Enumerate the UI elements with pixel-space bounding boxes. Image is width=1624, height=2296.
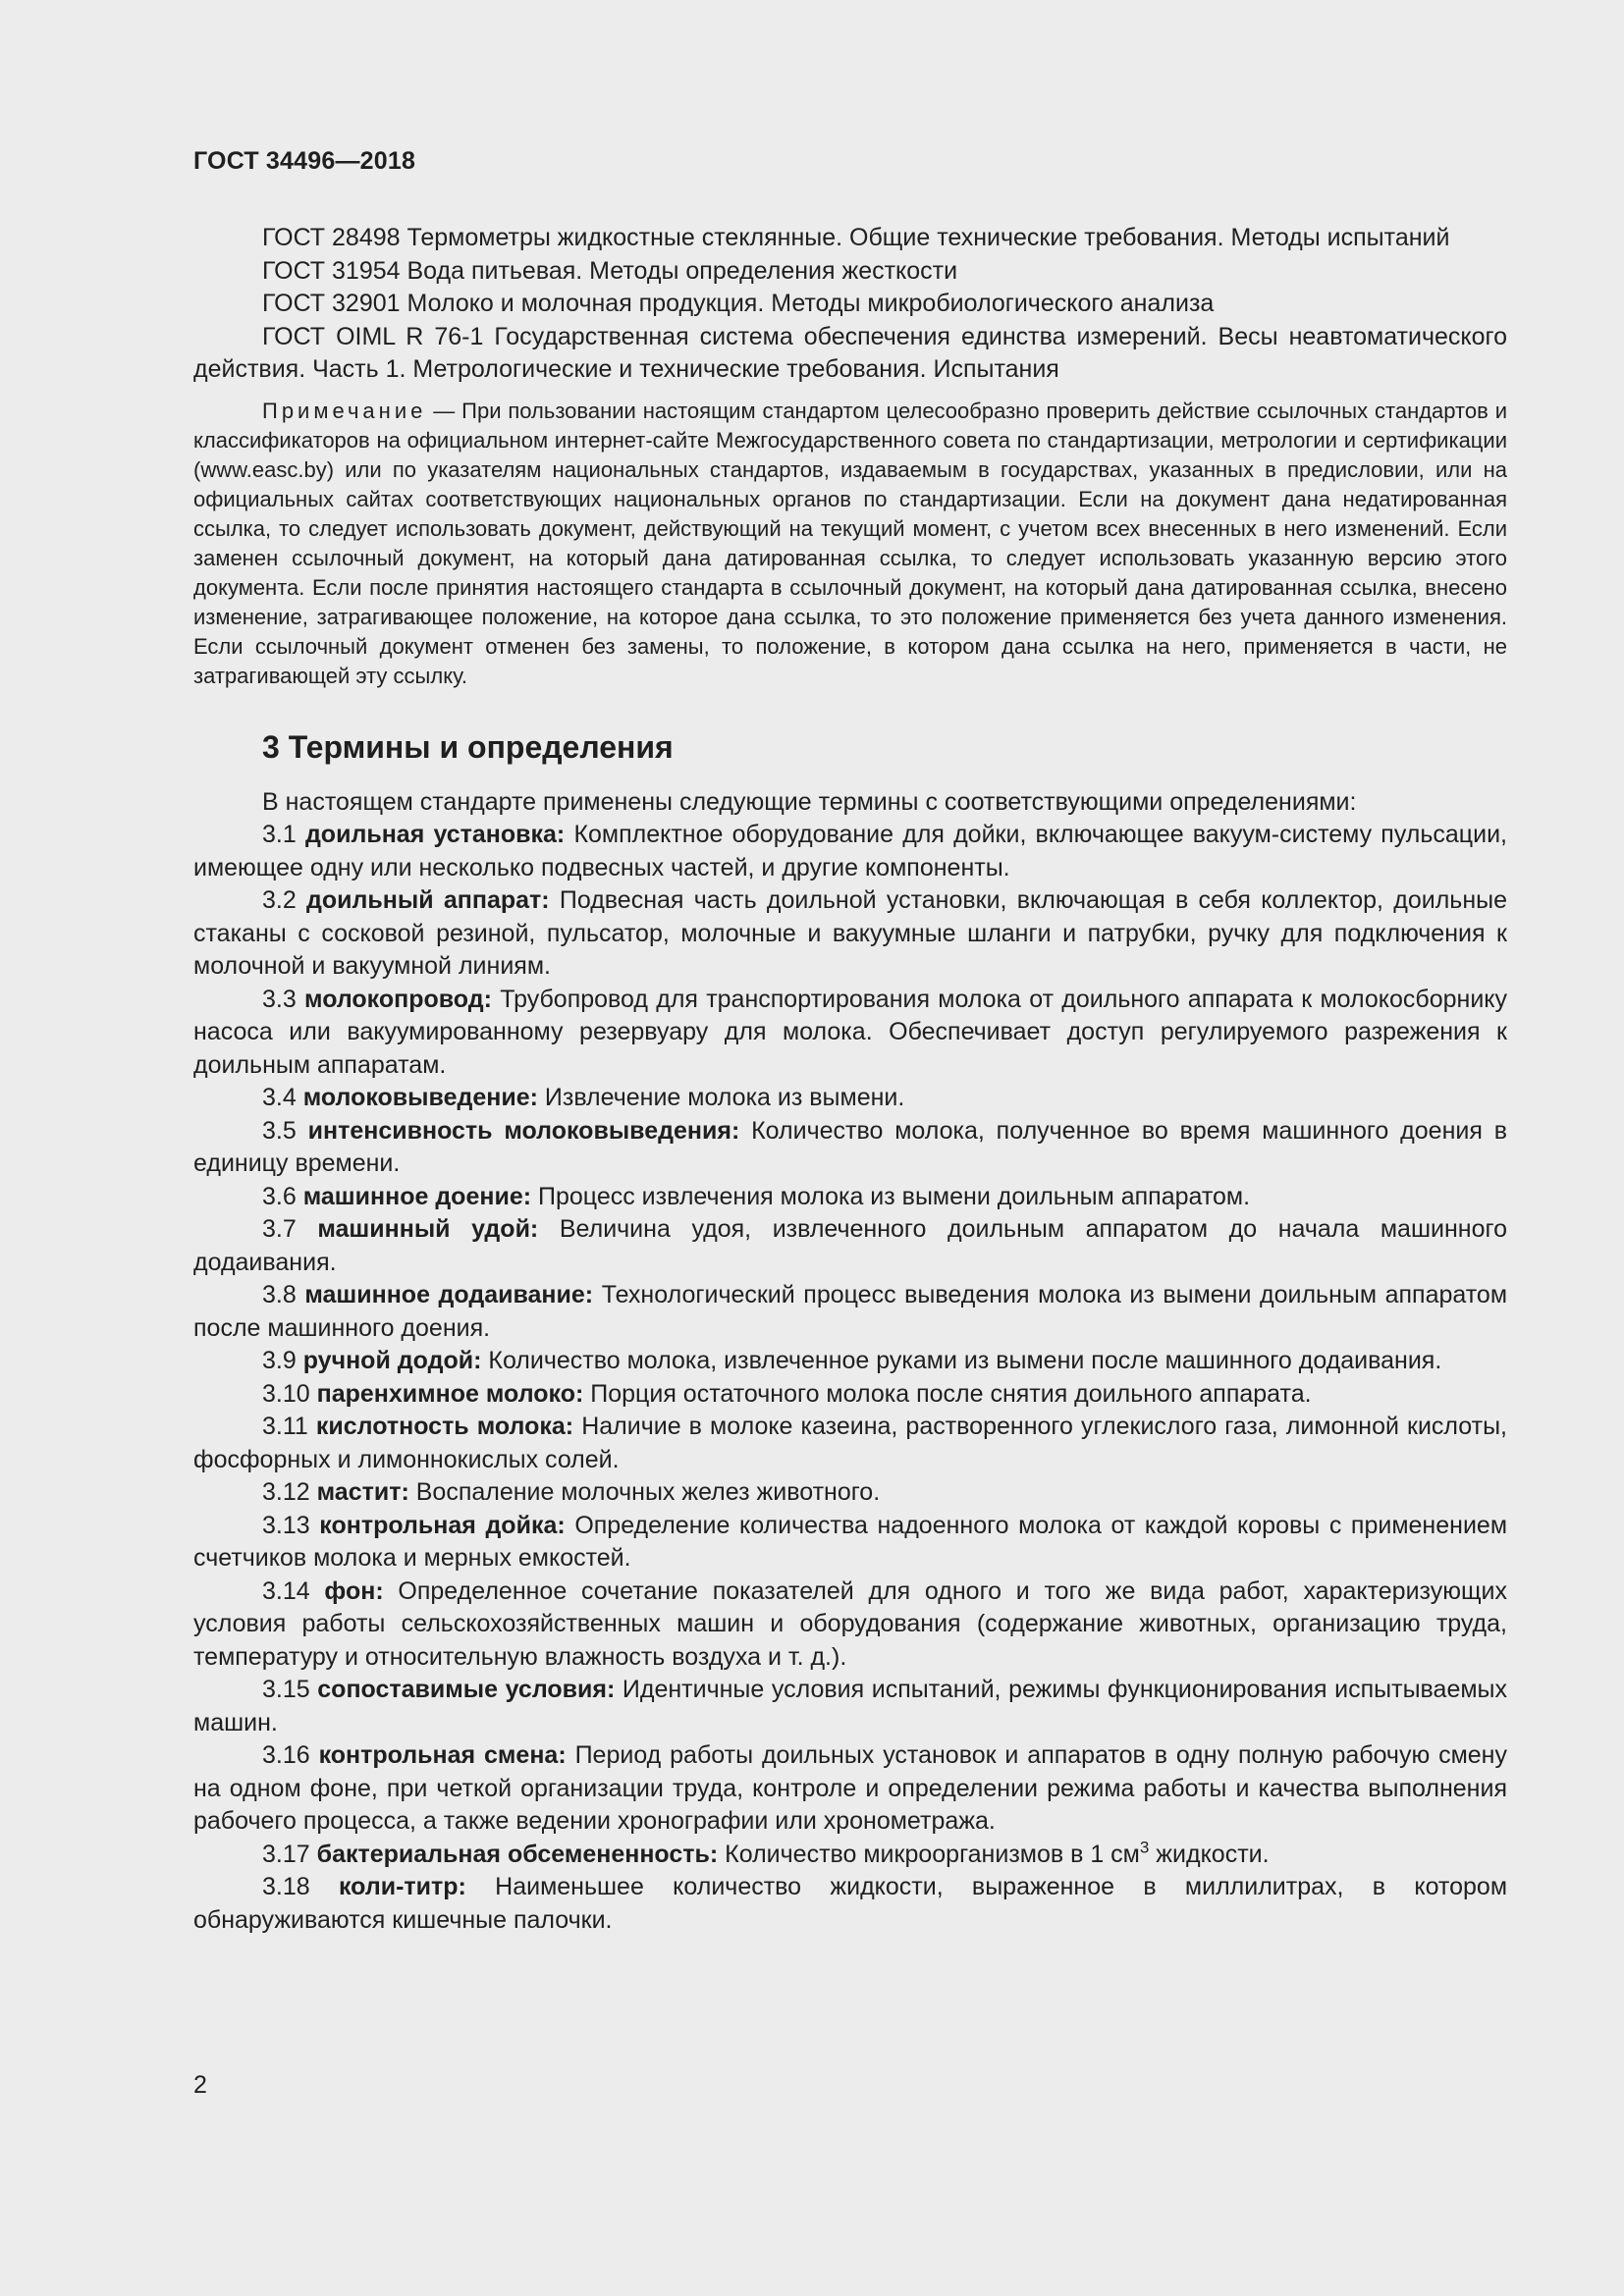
term-definition: Наличие в молоке казеина, растворенного углекислого газа, лимонной кислоты, фосфорных и лимоннокислых солей. [193, 1413, 1507, 1473]
term-definition: Воспаление молочных желез животного. [415, 1478, 881, 1506]
term-number: 3.16 [262, 1741, 310, 1769]
term-definition: Технологический процесс выведения молока из вымени доильным аппаратом после машинного доения. [193, 1281, 1508, 1342]
term-entry [193, 884, 1507, 984]
term-entry [193, 819, 1507, 884]
term-definition: Наименьшее количество жидкости, выраженное в миллилитрах, в котором обнаруживаются кишечные палочки. [193, 1873, 1508, 1934]
term-name: доильный аппарат: [306, 886, 550, 914]
term-entry [193, 1739, 1507, 1839]
reference-item: ГОСТ OIML R 76-1 Государственная система обеспечения единства измерений. Весы неавтоматического действия. Часть 1. Метрологические и технические требования. Испытания [193, 322, 1507, 383]
section-intro: В настоящем стандарте применены следующие термины с соответствующими определениями: [262, 787, 1357, 816]
term-number: 3.18 [262, 1873, 310, 1900]
term-entry [193, 1476, 1507, 1510]
term-entry [193, 984, 1507, 1083]
term-entry [193, 1345, 1507, 1378]
note-label: Примечание [262, 398, 427, 423]
term-number: 3.3 [262, 985, 297, 1013]
term-entry [193, 1181, 1507, 1214]
term-name: контрольная дойка: [319, 1511, 566, 1539]
term-number: 3.2 [262, 886, 297, 914]
term-entry [193, 1871, 1507, 1937]
terms-list [193, 819, 1507, 1937]
term-definition: Период работы доильных установок и аппаратов в одну полную рабочую смену на одном фоне, при четкой организации труда, контроле и определении режима работы и качества выполнения рабочего процесса, а также ведении хронографии или хронометража. [193, 1741, 1507, 1835]
term-number: 3.9 [262, 1347, 297, 1374]
term-definition: Извлечение молока из вымени. [544, 1084, 905, 1111]
term-definition: Количество молока, полученное во время машинного доения в единицу времени. [193, 1116, 1507, 1177]
term-entry [193, 1510, 1507, 1575]
note-text: — При пользовании настоящим стандартом целесообразно проверить действие ссылочных стандартов и классификаторов на официальном интернет-сайте Межгосударственного совета по стандартизации, метрологии и сертификации (www.easc.by) или по указателям национальных стандартов, издаваемым в государствах, указанных в предисловии, или на официальных сайтах соответствующих национальных органов по стандартизации. Если на документ дана недатированная ссылка, то следует использовать документ, действующий на текущий момент, с учетом всех внесенных в него изменений. Если заменен ссылочный документ, на который дана датированная ссылка, то следует использовать указанную версию этого документа. Если после принятия настоящего стандарта в ссылочный документ, на который дана датированная ссылка, внесено изменение, затрагивающее положение, на которое дана ссылка, то это положение применяется без учета данного изменения. Если ссылочный документ отменен без замены, то положение, в котором дана ссылка на него, применяется в части, не затрагивающей эту ссылку. [193, 398, 1507, 688]
page-number: 2 [193, 2071, 207, 2099]
superscript: 3 [1139, 1838, 1150, 1857]
term-entry [193, 1674, 1507, 1739]
term-name: кислотность молока: [315, 1413, 574, 1440]
term-name: машинное додаивание: [304, 1281, 594, 1308]
term-definition: Трубопровод для транспортирования молока от доильного аппарата к молокосборнику насоса или вакуумированному резервуару для молока. Обеспечивает доступ регулируемого разрежения к доильным аппаратам. [193, 985, 1507, 1079]
term-entry [193, 1115, 1507, 1181]
term-definition: Процесс извлечения молока из вымени доильным аппаратом. [538, 1182, 1251, 1210]
note-paragraph [193, 397, 1507, 691]
term-name: интенсивность молоковыведения: [307, 1116, 740, 1145]
document-body [193, 222, 1507, 1937]
term-name: бактериальная обсемененность: [316, 1840, 719, 1868]
term-name: ручной додой: [302, 1347, 482, 1374]
term-entry [193, 1279, 1507, 1345]
term-definition: Комплектное оборудование для дойки, включающее вакуум-систему пульсации, имеющее одну или несколько подвесных частей, и другие компоненты. [193, 821, 1507, 881]
term-name: контрольная смена: [318, 1741, 567, 1769]
term-name: доильная установка: [304, 821, 566, 848]
reference-item: ГОСТ 32901 Молоко и молочная продукция. Методы микробиологического анализа [262, 290, 1215, 317]
term-number: 3.10 [262, 1379, 310, 1408]
term-number: 3.17 [262, 1840, 310, 1868]
term-entry [193, 1575, 1507, 1675]
term-name: машинный удой: [317, 1215, 539, 1243]
term-name: молоковыведение: [302, 1084, 538, 1111]
term-number: 3.6 [262, 1182, 297, 1210]
term-name: молокопровод: [304, 985, 492, 1013]
term-entry [193, 1839, 1507, 1872]
term-name: машинное доение: [302, 1182, 532, 1210]
term-number: 3.11 [262, 1413, 308, 1440]
term-definition: Определение количества надоенного молока от каждой коровы с применением счетчиков молока и мерных емкостей. [193, 1511, 1508, 1572]
section-title: 3 Термины и определения [262, 728, 674, 765]
term-entry [193, 1082, 1507, 1115]
reference-item: ГОСТ 28498 Термометры жидкостные стеклянные. Общие технические требования. Методы испытаний [262, 224, 1450, 251]
term-definition: Подвесная часть доильной установки, включающая в себя коллектор, доильные стаканы с сосковой резиной, пульсатор, молочные и вакуумные шланги и патрубки, ручку для подключения к молочной и вакуумной линиям. [193, 886, 1508, 980]
document-header: ГОСТ 34496—2018 [193, 147, 416, 175]
term-name: мастит: [316, 1478, 409, 1506]
term-name: фон: [324, 1576, 384, 1605]
term-definition: Определенное сочетание показателей для одного и того же вида работ, характеризующих условия работы сельскохозяйственных машин и оборудования (содержание животных, организацию труда, температуру и относительную влажность воздуха и т. д.). [193, 1576, 1508, 1671]
term-number: 3.13 [262, 1511, 310, 1539]
term-number: 3.8 [262, 1281, 297, 1308]
term-definition: Порция остаточного молока после снятия доильного аппарата. [590, 1379, 1312, 1408]
term-entry [193, 1411, 1507, 1476]
term-definition: Количество микроорганизмов в 1 см [725, 1840, 1140, 1868]
term-definition-tail: жидкости. [1149, 1840, 1270, 1868]
term-number: 3.7 [262, 1215, 297, 1243]
reference-item: ГОСТ 31954 Вода питьевая. Методы определения жесткости [262, 256, 958, 285]
term-number: 3.1 [262, 821, 297, 848]
term-number: 3.4 [262, 1084, 297, 1111]
term-entry [193, 1213, 1507, 1279]
term-number: 3.15 [262, 1676, 310, 1703]
term-entry [193, 1378, 1507, 1412]
term-number: 3.14 [262, 1576, 310, 1605]
term-name: коли-титр: [338, 1873, 466, 1900]
term-number: 3.5 [262, 1116, 297, 1145]
term-definition: Количество молока, извлеченное руками из вымени после машинного додаивания. [488, 1347, 1442, 1374]
term-number: 3.12 [262, 1478, 310, 1506]
term-name: сопоставимые условия: [317, 1676, 616, 1703]
term-definition: Идентичные условия испытаний, режимы функционирования испытываемых машин. [193, 1676, 1508, 1736]
normative-references [193, 222, 1507, 387]
term-name: паренхимное молоко: [316, 1379, 584, 1408]
term-definition: Величина удоя, извлеченного доильным аппаратом до начала машинного додаивания. [193, 1215, 1507, 1276]
